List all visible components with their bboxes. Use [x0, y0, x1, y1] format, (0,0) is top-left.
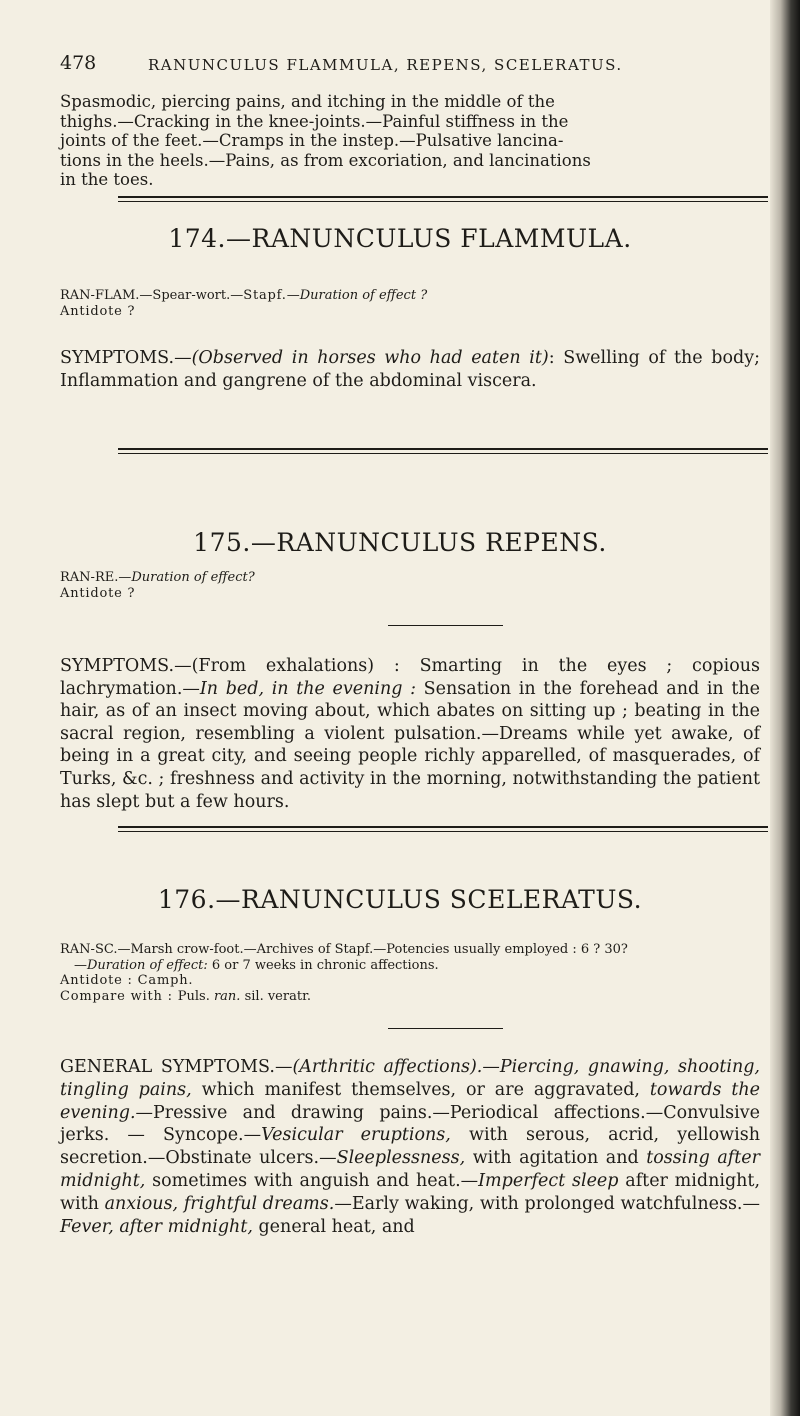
short-rule [388, 625, 503, 626]
section-divider [118, 448, 768, 454]
section-174-meta [60, 288, 760, 319]
intro-line: joints of the feet.—Cramps in the instep.—Pulsative lancina- [60, 131, 564, 151]
section-divider [118, 826, 768, 832]
s175-antidote: Antidote ? [60, 585, 136, 601]
s176-meta-line1: RAN-SC.—Marsh crow-foot.—Archives of Stapf.—Potencies usually employed : 6 ? 30? [60, 942, 628, 957]
s176-g12: Imperfect sleep [478, 1170, 619, 1191]
s175-sym-b: In bed, in the evening : [199, 678, 417, 699]
intro-line: tions in the heels.—Pains, as from excoriation, and lancinations [60, 150, 591, 170]
s176-g2: (Arthritic affections).—Piercing, gnawing, shooting, tingling pains, [60, 1057, 760, 1100]
s174-sym-italic: (Observed in horses who had eaten it) [191, 348, 549, 368]
s176-g14: anxious, frightful dreams. [104, 1193, 335, 1214]
page-binding-shadow [770, 0, 800, 1416]
s176-compare-b: Puls. [177, 988, 214, 1004]
s176-g7: with serous, acrid, yellowish secretion.—Obstinate ulcers.— [60, 1125, 761, 1169]
s176-g16: Fever, after midnight, [60, 1216, 253, 1237]
s174-meta-b: Stapf. [243, 288, 287, 303]
running-title: RANUNCULUS FLAMMULA, REPENS, SCELERATUS. [148, 56, 623, 74]
s174-antidote: Antidote ? [60, 303, 136, 319]
s176-g13: after midnight, with [60, 1170, 761, 1214]
s174-sym-rest: : Swelling of the body; Inflammation and gangrene of the abdominal viscera. [60, 348, 760, 391]
s176-meta-line2a: —Duration of effect: [74, 957, 208, 973]
section-176-general-symptoms [60, 1056, 760, 1238]
section-divider [118, 196, 768, 202]
s176-g10: tossing after midnight, [60, 1148, 760, 1191]
section-175-symptoms [60, 655, 760, 813]
s175-sym-a: SYMPTOMS.—(From exhalations) : Smarting in the eyes ; copious lachrymation.— [60, 656, 760, 699]
section-174-symptoms [60, 347, 760, 392]
s175-meta-b: Duration of effect? [131, 570, 255, 585]
s176-antidote: Antidote : Camph. [60, 973, 194, 988]
intro-line: thighs.—Cracking in the knee-joints.—Painful stiffness in the [60, 111, 569, 131]
page-number: 478 [60, 52, 97, 74]
s176-g4: towards the evening. [60, 1079, 760, 1123]
section-176-meta [60, 942, 760, 1004]
s176-g1: GENERAL SYMPTOMS.— [60, 1057, 293, 1077]
s176-g5: —Pressive and drawing pains.—Periodical affections.—Convulsive jerks. — Syncope.— [60, 1102, 760, 1146]
section-176-title: 176.—RANUNCULUS SCELERATUS. [157, 885, 643, 914]
s175-sym-c: Sensation in the forehead and in the hair, as of an insect moving about, which abates on sitting up ; beating in the sacral region, resembling a violent pulsation.—Dreams while yet awake, of being in a great city, and seeing people richly apparelled, of masquerades, of Turks, &c. ; freshness and activity in the morning, notwithstanding the patient has slept but a few hours. [60, 678, 760, 812]
s175-meta-a: RAN-RE.— [60, 570, 132, 585]
s176-compare-d: sil. veratr. [240, 988, 311, 1004]
section-174-title: 174.—RANUNCULUS FLAMMULA. [168, 224, 632, 253]
page-header [60, 52, 740, 82]
s176-compare-c: ran. [213, 988, 241, 1004]
s176-compare-a: Compare with : [60, 988, 178, 1004]
s176-g15: —Early waking, with prolonged watchfulness.— [334, 1193, 760, 1214]
s176-g9: with agitation and [465, 1148, 647, 1169]
s176-g6: Vesicular eruptions, [261, 1125, 451, 1146]
section-175-title: 175.—RANUNCULUS REPENS. [193, 528, 607, 557]
section-175-meta [60, 570, 760, 601]
s176-meta-line2b: 6 or 7 weeks in chronic affections. [207, 957, 439, 973]
s174-sym-label: SYMPTOMS.— [60, 348, 192, 368]
intro-line: Spasmodic, piercing pains, and itching in the middle of the [60, 92, 555, 111]
s174-meta-a: RAN-FLAM.—Spear-wort.— [60, 288, 244, 303]
s176-g8: Sleeplessness, [336, 1148, 466, 1169]
s174-meta-c: —Duration of effect ? [286, 288, 428, 303]
s176-g11: sometimes with anguish and heat.— [145, 1170, 479, 1191]
intro-paragraph [60, 92, 760, 190]
short-rule [388, 1028, 503, 1029]
intro-line: in the toes. [60, 170, 154, 190]
s176-g3: which manifest themselves, or are aggravated, [191, 1079, 650, 1100]
s176-g17: general heat, and [252, 1216, 415, 1237]
